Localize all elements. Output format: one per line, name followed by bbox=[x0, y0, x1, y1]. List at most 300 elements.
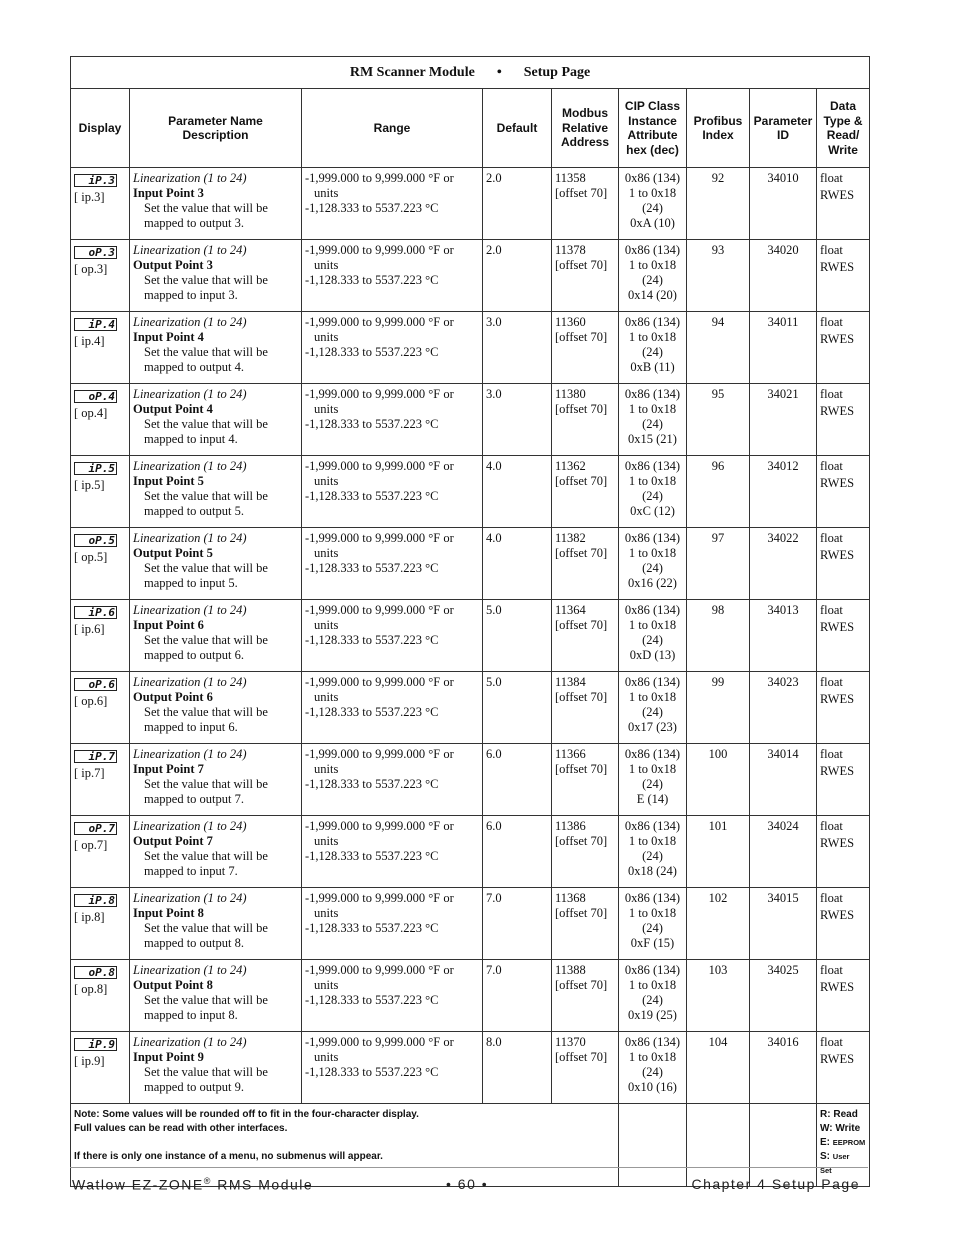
header-data-type bbox=[817, 89, 870, 168]
range-fahrenheit: -1,999.000 to 9,999.000 °F or bbox=[305, 1035, 454, 1049]
display-cell bbox=[71, 672, 130, 744]
cip-instance-dec: (24) bbox=[642, 273, 663, 287]
display-label: [ ip.7] bbox=[74, 766, 105, 780]
cip-cell bbox=[619, 600, 687, 672]
legend-user-set-value-2: Set bbox=[820, 1166, 832, 1175]
modbus-offset: [offset 70] bbox=[555, 1050, 608, 1064]
parameter-cell bbox=[130, 312, 302, 384]
parameter-description: Set the value that will be mapped to input 7. bbox=[144, 849, 268, 878]
note-empty-param-id bbox=[750, 1104, 817, 1187]
legend-read-value: Read bbox=[833, 1109, 858, 1120]
range-units: units bbox=[314, 330, 339, 344]
header-cip bbox=[619, 89, 687, 168]
header-modbus-label: Modbus Relative Address bbox=[560, 106, 610, 150]
display-cell bbox=[71, 456, 130, 528]
parameter-category: Linearization (1 to 24) bbox=[133, 531, 247, 545]
modbus-address: 11386 bbox=[555, 819, 586, 833]
range-celsius: -1,128.333 to 5537.223 °C bbox=[305, 633, 439, 647]
modbus-cell bbox=[552, 1032, 619, 1104]
table-title-row bbox=[71, 57, 870, 89]
modbus-offset: [offset 70] bbox=[555, 330, 608, 344]
display-label: [ ip.4] bbox=[74, 334, 105, 348]
range-units: units bbox=[314, 906, 339, 920]
modbus-address: 11380 bbox=[555, 387, 586, 401]
parameter-name: Output Point 5 bbox=[133, 546, 213, 560]
parameter-description: Set the value that will be mapped to output 8. bbox=[144, 921, 268, 950]
parameter-description: Set the value that will be mapped to output 9. bbox=[144, 1065, 268, 1094]
parameter-category: Linearization (1 to 24) bbox=[133, 315, 247, 329]
footer-product-name: RMS Module bbox=[211, 1176, 314, 1193]
cip-instance: 1 to 0x18 bbox=[628, 690, 677, 704]
seven-segment-display: iP.5 bbox=[74, 462, 117, 475]
cip-class: 0x86 (134) bbox=[624, 891, 681, 905]
range-celsius: -1,128.333 to 5537.223 °C bbox=[305, 561, 439, 575]
parameter-id-cell: 34025 bbox=[750, 960, 817, 1032]
range-celsius: -1,128.333 to 5537.223 °C bbox=[305, 777, 439, 791]
parameter-id-cell: 34021 bbox=[750, 384, 817, 456]
range-cell bbox=[302, 240, 483, 312]
table-title bbox=[71, 57, 870, 89]
cip-attribute: 0x14 (20) bbox=[628, 288, 677, 302]
display-label: [ op.6] bbox=[74, 694, 108, 708]
modbus-offset: [offset 70] bbox=[555, 546, 608, 560]
range-celsius: -1,128.333 to 5537.223 °C bbox=[305, 273, 439, 287]
seven-segment-display: iP.7 bbox=[74, 750, 117, 763]
parameter-category: Linearization (1 to 24) bbox=[133, 243, 247, 257]
parameter-id-cell: 34023 bbox=[750, 672, 817, 744]
cip-instance-dec: (24) bbox=[642, 705, 663, 719]
default-cell: 4.0 bbox=[483, 456, 552, 528]
data-type: float bbox=[820, 171, 843, 185]
parameter-description: Set the value that will be mapped to output 3. bbox=[144, 201, 268, 230]
parameter-cell bbox=[130, 1032, 302, 1104]
data-type: float bbox=[820, 315, 843, 329]
parameter-name: Input Point 5 bbox=[133, 474, 204, 488]
range-units: units bbox=[314, 474, 339, 488]
data-type-cell bbox=[817, 744, 870, 816]
read-write-flags: RWES bbox=[820, 980, 855, 994]
parameter-category: Linearization (1 to 24) bbox=[133, 603, 247, 617]
display-label: [ ip.6] bbox=[74, 622, 105, 636]
profibus-cell: 95 bbox=[687, 384, 750, 456]
legend-write-key: W: bbox=[820, 1123, 833, 1134]
data-type: float bbox=[820, 603, 843, 617]
data-type-cell bbox=[817, 528, 870, 600]
range-units: units bbox=[314, 978, 339, 992]
header-profibus bbox=[687, 89, 750, 168]
cip-instance: 1 to 0x18 bbox=[628, 258, 677, 272]
range-cell bbox=[302, 1032, 483, 1104]
parameter-name: Output Point 6 bbox=[133, 690, 213, 704]
range-celsius: -1,128.333 to 5537.223 °C bbox=[305, 201, 439, 215]
parameter-name: Input Point 9 bbox=[133, 1050, 204, 1064]
modbus-offset: [offset 70] bbox=[555, 762, 608, 776]
footer-chapter: Chapter 4 Setup Page bbox=[691, 1176, 860, 1192]
profibus-cell: 99 bbox=[687, 672, 750, 744]
modbus-address: 11384 bbox=[555, 675, 586, 689]
modbus-address: 11388 bbox=[555, 963, 586, 977]
cip-class: 0x86 (134) bbox=[624, 243, 681, 257]
cip-class: 0x86 (134) bbox=[624, 747, 681, 761]
table-header-row bbox=[71, 89, 870, 168]
read-write-flags: RWES bbox=[820, 260, 855, 274]
cip-instance-dec: (24) bbox=[642, 777, 663, 791]
cip-class: 0x86 (134) bbox=[624, 531, 681, 545]
seven-segment-display: iP.3 bbox=[74, 174, 117, 187]
legend-eeprom-key: E: bbox=[820, 1137, 830, 1148]
default-cell: 6.0 bbox=[483, 744, 552, 816]
range-cell bbox=[302, 456, 483, 528]
seven-segment-display: iP.6 bbox=[74, 606, 117, 619]
modbus-offset: [offset 70] bbox=[555, 978, 608, 992]
seven-segment-display: oP.6 bbox=[74, 678, 117, 691]
range-fahrenheit: -1,999.000 to 9,999.000 °F or bbox=[305, 675, 454, 689]
cip-cell bbox=[619, 1032, 687, 1104]
profibus-cell: 101 bbox=[687, 816, 750, 888]
parameter-id-cell: 34014 bbox=[750, 744, 817, 816]
seven-segment-display: oP.3 bbox=[74, 246, 117, 259]
range-cell bbox=[302, 384, 483, 456]
range-fahrenheit: -1,999.000 to 9,999.000 °F or bbox=[305, 603, 454, 617]
display-label: [ op.5] bbox=[74, 550, 108, 564]
table-row bbox=[71, 312, 870, 384]
data-type-cell bbox=[817, 312, 870, 384]
range-units: units bbox=[314, 618, 339, 632]
cip-attribute: 0x10 (16) bbox=[628, 1080, 677, 1094]
default-cell: 2.0 bbox=[483, 240, 552, 312]
modbus-address: 11364 bbox=[555, 603, 586, 617]
legend-user-set-key: S: bbox=[820, 1151, 830, 1162]
legend-read bbox=[820, 1108, 866, 1122]
cip-attribute: 0xC (12) bbox=[630, 504, 675, 518]
parameter-category: Linearization (1 to 24) bbox=[133, 459, 247, 473]
cip-instance: 1 to 0x18 bbox=[628, 546, 677, 560]
range-celsius: -1,128.333 to 5537.223 °C bbox=[305, 1065, 439, 1079]
header-parameter bbox=[130, 89, 302, 168]
table-row bbox=[71, 240, 870, 312]
profibus-cell: 94 bbox=[687, 312, 750, 384]
table-row bbox=[71, 960, 870, 1032]
legend-user-set-value: User bbox=[832, 1152, 850, 1161]
parameter-cell bbox=[130, 960, 302, 1032]
cip-cell bbox=[619, 888, 687, 960]
cip-instance-dec: (24) bbox=[642, 345, 663, 359]
note-row bbox=[71, 1104, 870, 1187]
modbus-address: 11368 bbox=[555, 891, 586, 905]
read-write-flags: RWES bbox=[820, 764, 855, 778]
cip-class: 0x86 (134) bbox=[624, 387, 681, 401]
cip-cell bbox=[619, 240, 687, 312]
range-cell bbox=[302, 744, 483, 816]
cip-cell bbox=[619, 456, 687, 528]
parameter-cell bbox=[130, 168, 302, 240]
note-cell bbox=[71, 1104, 619, 1187]
parameter-id-cell: 34020 bbox=[750, 240, 817, 312]
parameter-id-cell: 34010 bbox=[750, 168, 817, 240]
display-label: [ op.7] bbox=[74, 838, 108, 852]
profibus-cell: 92 bbox=[687, 168, 750, 240]
parameter-cell bbox=[130, 528, 302, 600]
display-label: [ ip.5] bbox=[74, 478, 105, 492]
header-profibus-label: Profibus Index bbox=[693, 113, 743, 142]
parameter-category: Linearization (1 to 24) bbox=[133, 747, 247, 761]
parameter-name: Output Point 8 bbox=[133, 978, 213, 992]
cip-instance-dec: (24) bbox=[642, 417, 663, 431]
parameter-description: Set the value that will be mapped to input 6. bbox=[144, 705, 268, 734]
registered-mark: ® bbox=[203, 1176, 212, 1186]
table-row bbox=[71, 672, 870, 744]
range-fahrenheit: -1,999.000 to 9,999.000 °F or bbox=[305, 171, 454, 185]
data-type-cell bbox=[817, 960, 870, 1032]
header-parameter-id bbox=[750, 89, 817, 168]
profibus-cell: 98 bbox=[687, 600, 750, 672]
modbus-offset: [offset 70] bbox=[555, 186, 608, 200]
display-label: [ op.8] bbox=[74, 982, 108, 996]
read-write-flags: RWES bbox=[820, 620, 855, 634]
range-celsius: -1,128.333 to 5537.223 °C bbox=[305, 489, 439, 503]
legend-read-key: R: bbox=[820, 1109, 831, 1120]
modbus-address: 11382 bbox=[555, 531, 586, 545]
header-cip-label: CIP Class Instance Attribute hex (dec) bbox=[624, 99, 681, 157]
header-data-type-label: Data Type & Read/ Write bbox=[823, 99, 863, 157]
default-cell: 3.0 bbox=[483, 312, 552, 384]
range-units: units bbox=[314, 1050, 339, 1064]
cip-cell bbox=[619, 528, 687, 600]
table-row bbox=[71, 816, 870, 888]
parameter-cell bbox=[130, 600, 302, 672]
modbus-address: 11366 bbox=[555, 747, 586, 761]
parameter-description: Set the value that will be mapped to output 7. bbox=[144, 777, 268, 806]
modbus-cell bbox=[552, 312, 619, 384]
display-cell bbox=[71, 240, 130, 312]
modbus-address: 11360 bbox=[555, 315, 586, 329]
table-body bbox=[71, 168, 870, 1104]
profibus-cell: 100 bbox=[687, 744, 750, 816]
cip-instance: 1 to 0x18 bbox=[628, 618, 677, 632]
range-fahrenheit: -1,999.000 to 9,999.000 °F or bbox=[305, 459, 454, 473]
parameter-cell bbox=[130, 744, 302, 816]
modbus-address: 11378 bbox=[555, 243, 586, 257]
cip-class: 0x86 (134) bbox=[624, 459, 681, 473]
header-parameter-id-label: Parameter ID bbox=[753, 113, 813, 142]
module-name: RM Scanner Module bbox=[349, 64, 475, 80]
cip-cell bbox=[619, 816, 687, 888]
display-cell bbox=[71, 816, 130, 888]
data-type-cell bbox=[817, 600, 870, 672]
cip-instance-dec: (24) bbox=[642, 201, 663, 215]
default-cell: 6.0 bbox=[483, 816, 552, 888]
legend-eeprom-value: EEPROM bbox=[832, 1138, 866, 1147]
profibus-cell: 102 bbox=[687, 888, 750, 960]
cip-instance: 1 to 0x18 bbox=[628, 474, 677, 488]
header-default: Default bbox=[483, 89, 552, 168]
modbus-cell bbox=[552, 528, 619, 600]
table-row bbox=[71, 744, 870, 816]
table-row bbox=[71, 1032, 870, 1104]
modbus-offset: [offset 70] bbox=[555, 402, 608, 416]
range-fahrenheit: -1,999.000 to 9,999.000 °F or bbox=[305, 315, 454, 329]
cip-attribute: 0xB (11) bbox=[630, 360, 675, 374]
parameter-category: Linearization (1 to 24) bbox=[133, 963, 247, 977]
cip-cell bbox=[619, 312, 687, 384]
page-footer bbox=[70, 1176, 860, 1196]
parameter-name: Input Point 4 bbox=[133, 330, 204, 344]
cip-instance: 1 to 0x18 bbox=[628, 330, 677, 344]
profibus-cell: 104 bbox=[687, 1032, 750, 1104]
cip-class: 0x86 (134) bbox=[624, 819, 681, 833]
cip-class: 0x86 (134) bbox=[624, 603, 681, 617]
profibus-cell: 97 bbox=[687, 528, 750, 600]
modbus-cell bbox=[552, 600, 619, 672]
cip-class: 0x86 (134) bbox=[624, 963, 681, 977]
parameter-id-cell: 34012 bbox=[750, 456, 817, 528]
default-cell: 5.0 bbox=[483, 672, 552, 744]
parameter-id-cell: 34011 bbox=[750, 312, 817, 384]
cip-attribute: 0x19 (25) bbox=[628, 1008, 677, 1022]
cip-attribute: E (14) bbox=[636, 792, 669, 806]
display-cell bbox=[71, 1032, 130, 1104]
data-type: float bbox=[820, 459, 843, 473]
data-type: float bbox=[820, 1035, 843, 1049]
modbus-cell bbox=[552, 816, 619, 888]
parameter-name: Input Point 8 bbox=[133, 906, 204, 920]
data-type: float bbox=[820, 819, 843, 833]
default-cell: 8.0 bbox=[483, 1032, 552, 1104]
modbus-cell bbox=[552, 960, 619, 1032]
default-cell: 3.0 bbox=[483, 384, 552, 456]
parameter-name: Input Point 6 bbox=[133, 618, 204, 632]
cip-cell bbox=[619, 384, 687, 456]
range-units: units bbox=[314, 546, 339, 560]
parameter-cell bbox=[130, 672, 302, 744]
header-display: Display bbox=[71, 89, 130, 168]
range-units: units bbox=[314, 762, 339, 776]
cip-cell bbox=[619, 672, 687, 744]
cip-attribute: 0xD (13) bbox=[629, 648, 676, 662]
modbus-offset: [offset 70] bbox=[555, 906, 608, 920]
range-fahrenheit: -1,999.000 to 9,999.000 °F or bbox=[305, 819, 454, 833]
cip-class: 0x86 (134) bbox=[624, 1035, 681, 1049]
cip-cell bbox=[619, 744, 687, 816]
table-row bbox=[71, 168, 870, 240]
parameter-description: Set the value that will be mapped to input 4. bbox=[144, 417, 268, 446]
seven-segment-display: oP.8 bbox=[74, 966, 117, 979]
modbus-address: 11362 bbox=[555, 459, 586, 473]
default-cell: 5.0 bbox=[483, 600, 552, 672]
display-label: [ ip.9] bbox=[74, 1054, 105, 1068]
cip-instance-dec: (24) bbox=[642, 489, 663, 503]
range-cell bbox=[302, 672, 483, 744]
read-write-flags: RWES bbox=[820, 692, 855, 706]
cip-instance-dec: (24) bbox=[642, 633, 663, 647]
page-name: Setup Page bbox=[523, 64, 591, 80]
range-cell bbox=[302, 168, 483, 240]
display-cell bbox=[71, 960, 130, 1032]
parameter-name: Output Point 7 bbox=[133, 834, 213, 848]
data-type-cell bbox=[817, 168, 870, 240]
parameter-id-cell: 34013 bbox=[750, 600, 817, 672]
data-type: float bbox=[820, 243, 843, 257]
parameter-category: Linearization (1 to 24) bbox=[133, 675, 247, 689]
table-row bbox=[71, 528, 870, 600]
range-fahrenheit: -1,999.000 to 9,999.000 °F or bbox=[305, 387, 454, 401]
parameter-name: Output Point 4 bbox=[133, 402, 213, 416]
display-cell bbox=[71, 528, 130, 600]
parameter-description: Set the value that will be mapped to output 4. bbox=[144, 345, 268, 374]
range-fahrenheit: -1,999.000 to 9,999.000 °F or bbox=[305, 747, 454, 761]
note-empty-profibus bbox=[687, 1104, 750, 1187]
range-units: units bbox=[314, 834, 339, 848]
data-type: float bbox=[820, 675, 843, 689]
parameter-category: Linearization (1 to 24) bbox=[133, 1035, 247, 1049]
data-type-cell bbox=[817, 816, 870, 888]
data-type: float bbox=[820, 747, 843, 761]
modbus-offset: [offset 70] bbox=[555, 834, 608, 848]
display-cell bbox=[71, 888, 130, 960]
data-type-cell bbox=[817, 1032, 870, 1104]
modbus-address: 11358 bbox=[555, 171, 586, 185]
default-cell: 2.0 bbox=[483, 168, 552, 240]
range-fahrenheit: -1,999.000 to 9,999.000 °F or bbox=[305, 531, 454, 545]
cip-class: 0x86 (134) bbox=[624, 171, 681, 185]
table-row bbox=[71, 600, 870, 672]
parameter-category: Linearization (1 to 24) bbox=[133, 387, 247, 401]
display-label: [ op.3] bbox=[74, 262, 108, 276]
parameter-cell bbox=[130, 384, 302, 456]
cip-cell bbox=[619, 960, 687, 1032]
modbus-cell bbox=[552, 168, 619, 240]
cip-class: 0x86 (134) bbox=[624, 315, 681, 329]
display-cell bbox=[71, 384, 130, 456]
cip-class: 0x86 (134) bbox=[624, 675, 681, 689]
parameter-table-container bbox=[70, 56, 869, 1187]
cip-instance: 1 to 0x18 bbox=[628, 402, 677, 416]
modbus-offset: [offset 70] bbox=[555, 618, 608, 632]
profibus-cell: 93 bbox=[687, 240, 750, 312]
seven-segment-display: iP.8 bbox=[74, 894, 117, 907]
display-label: [ ip.3] bbox=[74, 190, 105, 204]
modbus-cell bbox=[552, 240, 619, 312]
range-celsius: -1,128.333 to 5537.223 °C bbox=[305, 705, 439, 719]
default-cell: 4.0 bbox=[483, 528, 552, 600]
legend-write bbox=[820, 1122, 866, 1136]
range-cell bbox=[302, 960, 483, 1032]
legend-write-value: Write bbox=[835, 1123, 861, 1134]
note-line-2: Full values can be read with other interfaces. bbox=[74, 1123, 288, 1134]
rw-legend bbox=[817, 1104, 870, 1187]
read-write-flags: RWES bbox=[820, 548, 855, 562]
range-celsius: -1,128.333 to 5537.223 °C bbox=[305, 345, 439, 359]
seven-segment-display: iP.9 bbox=[74, 1038, 117, 1051]
parameter-name: Output Point 3 bbox=[133, 258, 213, 272]
header-parameter-label: Parameter Name Description bbox=[168, 113, 263, 142]
data-type-cell bbox=[817, 240, 870, 312]
range-fahrenheit: -1,999.000 to 9,999.000 °F or bbox=[305, 963, 454, 977]
page-number: • 60 • bbox=[446, 1176, 489, 1192]
range-celsius: -1,128.333 to 5537.223 °C bbox=[305, 993, 439, 1007]
table-row bbox=[71, 888, 870, 960]
data-type-cell bbox=[817, 384, 870, 456]
profibus-cell: 103 bbox=[687, 960, 750, 1032]
modbus-offset: [offset 70] bbox=[555, 258, 608, 272]
cip-instance: 1 to 0x18 bbox=[628, 762, 677, 776]
cip-attribute: 0x17 (23) bbox=[628, 720, 677, 734]
range-units: units bbox=[314, 690, 339, 704]
seven-segment-display: oP.7 bbox=[74, 822, 117, 835]
range-cell bbox=[302, 312, 483, 384]
modbus-cell bbox=[552, 744, 619, 816]
range-fahrenheit: -1,999.000 to 9,999.000 °F or bbox=[305, 243, 454, 257]
